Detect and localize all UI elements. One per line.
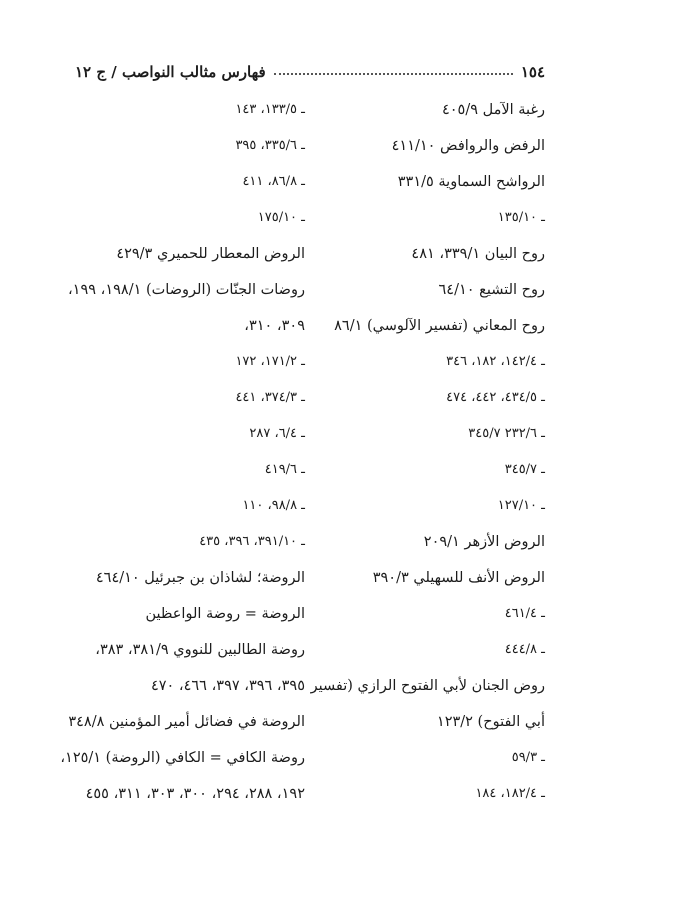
index-entry: رغبة الآمل ٤٠٥/٩ xyxy=(441,102,545,118)
index-entry: أبي الفتوح) ١٢٣/٢ xyxy=(436,714,545,730)
index-entry: ـ ٩٨/٨، ١١٠ xyxy=(242,498,305,513)
header-dotted-leader xyxy=(274,73,513,75)
index-entry: ـ ٥٩/٣ xyxy=(511,750,545,765)
running-title: فهارس مثالب النواصب / ج ١٢ xyxy=(75,63,266,81)
index-entry: ـ ١٣٣/٥، ١٤٣ xyxy=(235,102,305,117)
index-entry: ـ ٨٦/٨، ٤١١ xyxy=(242,174,305,189)
index-entry: الروضة؛ لشاذان بن جبرئيل ٤٦٤/١٠ xyxy=(95,570,305,586)
index-entry: ٣٠٩، ٣١٠، xyxy=(244,318,305,334)
index-entry: الروضة في فضائل أمير المؤمنين ٣٤٨/٨ xyxy=(68,714,305,730)
index-entry: ـ ١٤٢/٤، ١٨٢، ٣٤٦ xyxy=(446,354,545,369)
index-entry: الروض المعطار للحميري ٤٢٩/٣ xyxy=(116,246,305,262)
index-entry: ـ ١٣٥/١٠ xyxy=(497,210,545,225)
index-entry: الروض الأنف للسهيلي ٣٩٠/٣ xyxy=(372,570,545,586)
index-entry: ـ ١٧١/٢، ١٧٢ xyxy=(235,354,305,369)
index-entry: الرفض والروافض ٤١١/١٠ xyxy=(391,138,545,154)
index-entry: الرواشح السماوية ٣٣١/٥ xyxy=(397,174,545,190)
index-column-right xyxy=(295,92,545,812)
index-entry: روضات الجنّات (الروضات) ١٩٨/١، ١٩٩، xyxy=(67,282,305,298)
index-entry: روضة الكافي = الكافي (الروضة) ١٢٥/١، xyxy=(60,750,305,766)
page-number: ١٥٤ xyxy=(520,63,545,81)
index-entry: الروض الأزهر ٢٠٩/١ xyxy=(423,534,545,550)
index-entry: ـ ٣٧٤/٣، ٤٤١ xyxy=(235,390,305,405)
index-entry: روضة الطالبين للنووي ٣٨١/٩، ٣٨٣، xyxy=(95,642,305,658)
index-entry: روح التشيع ٦٤/١٠ xyxy=(438,282,545,298)
index-entry: ١٩٢، ٢٨٨، ٢٩٤، ٣٠٠، ٣٠٣، ٣١١، ٤٥٥ xyxy=(85,786,305,802)
index-entry: ـ ٣٣٥/٦، ٣٩٥ xyxy=(235,138,305,153)
index-entry: روح البيان ٣٣٩/١، ٤٨١ xyxy=(411,246,545,262)
index-entry: روح المعاني (تفسير الآلوسي) ٨٦/١ xyxy=(334,318,545,334)
index-entry: ـ ٤٣٤/٥، ٤٤٢، ٤٧٤ xyxy=(446,390,545,405)
index-entry: ـ ٢٣٢/٦ ٣٤٥/٧ xyxy=(468,426,545,441)
index-entry: ـ ١٧٥/١٠ xyxy=(257,210,305,225)
index-entry: ـ ٤٤٤/٨ xyxy=(504,642,545,657)
index-entry: ٣٩٥، ٣٩٦، ٣٩٧، ٤٦٦، ٤٧٠ xyxy=(150,678,305,694)
index-entry: ـ ١٨٢/٤، ١٨٤ xyxy=(475,786,545,801)
page-header xyxy=(75,60,545,84)
index-entry: ـ ١٢٧/١٠ xyxy=(497,498,545,513)
index-entry: ـ ٤١٩/٦ xyxy=(264,462,305,477)
index-entry: ـ ٤٦١/٤ xyxy=(504,606,545,621)
index-column-left xyxy=(55,92,305,812)
index-entry: ـ ٣٩١/١٠، ٣٩٦، ٤٣٥ xyxy=(199,534,305,549)
index-entry: روض الجنان لأبي الفتوح الرازي (تفسير xyxy=(310,678,545,694)
index-entry: الروضة = روضة الواعظين xyxy=(145,606,305,622)
index-entry: ـ ٣٤٥/٧ xyxy=(504,462,545,477)
index-entry: ـ ٦/٤، ٢٨٧ xyxy=(249,426,305,441)
